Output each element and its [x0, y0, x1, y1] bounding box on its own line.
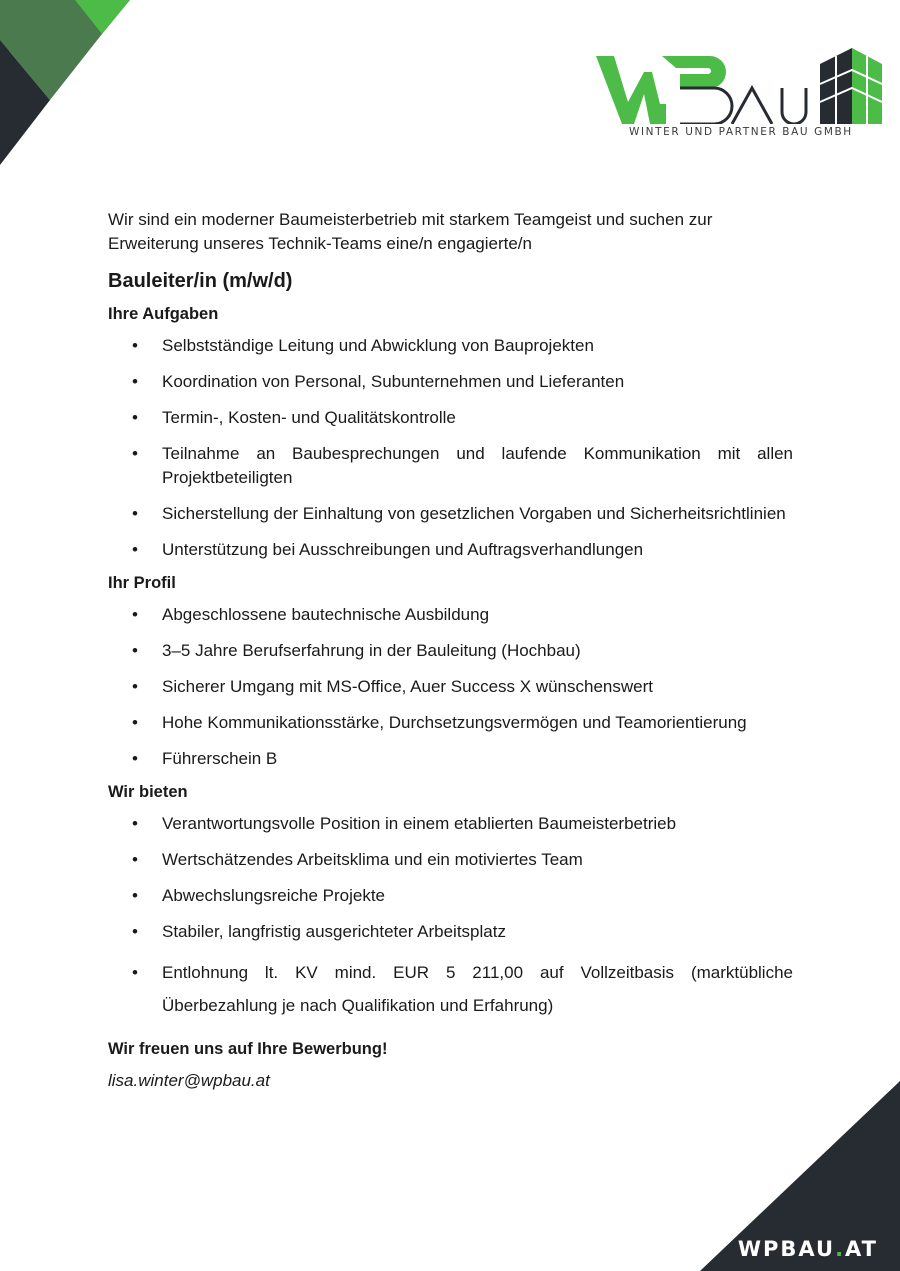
- profile-list: [108, 603, 793, 771]
- website-dot: .: [835, 1237, 846, 1261]
- list-item: • Führerschein B: [108, 747, 793, 771]
- list-item: • 3–5 Jahre Berufserfahrung in der Bauleitung (Hochbau): [108, 639, 793, 663]
- list-item: • Koordination von Personal, Subunternehmen und Lieferanten: [108, 370, 793, 394]
- wbau-logo-mark: [592, 44, 887, 124]
- list-item: • Verantwortungsvolle Position in einem etablierten Baumeisterbetrieb: [108, 812, 793, 836]
- company-tagline: WINTER UND PARTNER BAU GMBH: [629, 126, 853, 138]
- offer-list: [108, 812, 793, 1022]
- corner-decoration-top-left: [0, 0, 140, 170]
- list-item: • Sicherstellung der Einhaltung von gesetzlichen Vorgaben und Sicherheitsrichtlinien: [108, 502, 793, 526]
- website-main: WPBAU: [737, 1237, 836, 1261]
- section-heading-profile: Ihr Profil: [108, 574, 176, 592]
- section-heading-offer: Wir bieten: [108, 783, 188, 801]
- section-heading-tasks: Ihre Aufgaben: [108, 305, 219, 323]
- list-item: • Teilnahme an Baubesprechungen und laufende Kommunikation mit allen Projektbeteiligten: [108, 442, 793, 490]
- list-item: • Abwechslungsreiche Projekte: [108, 884, 793, 908]
- website-tld: AT: [845, 1237, 878, 1261]
- list-item: • Selbstständige Leitung und Abwicklung von Bauprojekten: [108, 334, 793, 358]
- closing-text: Wir freuen uns auf Ihre Bewerbung!: [108, 1040, 388, 1058]
- intro-text: Wir sind ein moderner Baumeisterbetrieb mit starkem Teamgeist und suchen zur Erweiterung unseres Technik-Teams eine/n engagierte/n: [108, 210, 713, 253]
- contact-email-link[interactable]: lisa.winter@wpbau.at: [108, 1071, 270, 1090]
- list-item: • Termin-, Kosten- und Qualitätskontrolle: [108, 406, 793, 430]
- list-item: • Wertschätzendes Arbeitsklima und ein motiviertes Team: [108, 848, 793, 872]
- job-posting: [108, 208, 793, 1091]
- list-item: • Sicherer Umgang mit MS-Office, Auer Success X wünschenswert: [108, 675, 793, 699]
- list-item: • Unterstützung bei Ausschreibungen und Auftragsverhandlungen: [108, 538, 793, 562]
- list-item: • Abgeschlossene bautechnische Ausbildung: [108, 603, 793, 627]
- list-item: • Stabiler, langfristig ausgerichteter Arbeitsplatz: [108, 920, 793, 944]
- list-item: • Hohe Kommunikationsstärke, Durchsetzungsvermögen und Teamorientierung: [108, 711, 793, 735]
- website-link[interactable]: [738, 1237, 878, 1261]
- job-title: Bauleiter/in (m/w/d): [108, 270, 293, 292]
- tasks-list: [108, 334, 793, 562]
- list-item: • Entlohnung lt. KV mind. EUR 5 211,00 auf Vollzeitbasis (marktübliche Überbezahlung je nach Qualifikation und Erfahrung): [108, 956, 793, 1022]
